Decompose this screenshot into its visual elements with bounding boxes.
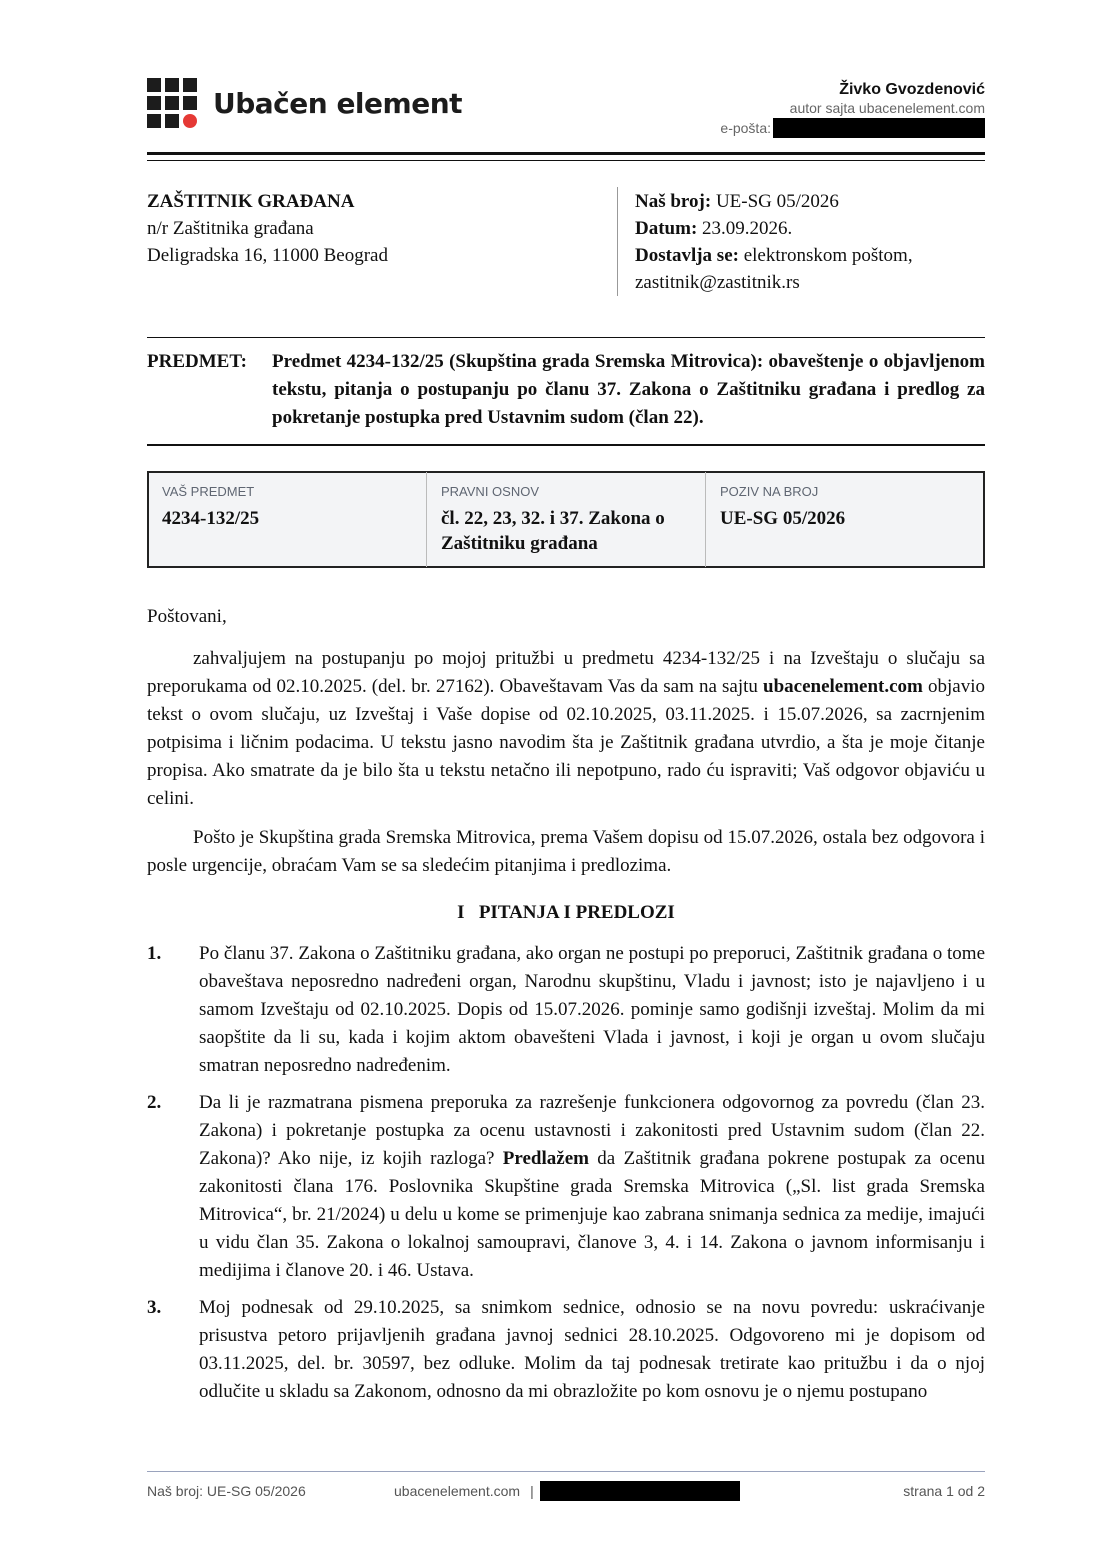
info-box-value: čl. 22, 23, 32. i 37. Zakona o Zaštitniku građana — [441, 508, 665, 554]
paragraph-1-a: zahvaljujem na postupanju po mojoj pritužbi u predmetu 4234-132/25 i na Izveštaju o slučaju sa preporukama od 02.10.2025. (del. br. 27162). Obaveštavam Vas da sam na sajtu — [147, 648, 985, 697]
list-item — [147, 1089, 985, 1285]
addressee-org: ZAŠTITNIK GRAĐANA — [147, 191, 355, 212]
info-boxes — [147, 471, 985, 568]
author-block — [720, 80, 985, 138]
meta-date-value: 23.09.2026. — [702, 218, 793, 239]
footer-separator: | — [530, 1483, 534, 1499]
info-box-label: VAŠ PREDMET — [162, 484, 255, 499]
addressee-address: Deligradska 16, 11000 Beograd — [147, 245, 388, 266]
meta-ref-value: UE-SG 05/2026 — [715, 191, 839, 212]
item-2-b: da Zaštitnik građana pokrene postupak za ocenu zakonitosti člana 176. Poslovnika Skupštine grada Sremska Mitrovica („Sl. list grada Sremska Mitrovica“, br. 21/2024) u delu u kome se primenjuje kao zabrana snimanja sednica za medije, imajući u vidu član 35. Zakona o lokalnoj samoupravi, članove 3, 4. i 14. Zakona o javnom informisanju i medijima i članove 20. i 46. Ustava. — [199, 1148, 985, 1281]
section-title: I PITANJA I PREDLOZI — [457, 902, 675, 923]
info-box-legal-basis — [427, 472, 706, 567]
subject-text: Predmet 4234-132/25 (Skupština grada Sremska Mitrovica): obaveštenje o objavljenom tekstu, pitanja o postupanju po članu 37. Zakona o Zaštitniku građana i predlog za pokretanje postupka pred Ustavnim sudom (član 22). — [272, 351, 985, 428]
meta-delivery-value: elektronskom poštom, — [743, 245, 913, 266]
item-text: Po članu 37. Zakona o Zaštitniku građana, ako organ ne postupi po preporuci, Zaštitnik građana o tome obaveštava neposredno nadređeni organ, Narodnu skupštinu, Vladu i javnost; isto je najavljeno i u samom Izveštaju od 02.10.2025. Dopis od 15.07.2026. pominje samo godišnji izveštaj. Molim da mi saopštite da li su, kada i kojim aktom obavešteni Vlada i javnost, i koji je organ u ovom slučaju smatran neposredno nadređenim. — [199, 943, 985, 1076]
paragraph-1 — [147, 645, 985, 813]
paragraph-1-b: objavio tekst o ovom slučaju, uz Izveštaj i Vaše dopise od 02.10.2025, 03.11.2025. i 15.07.2026, sa zacrnjenim potpisima i ličnim podacima. U tekstu jasno navodim šta je Zaštitnik građana utvrdio, a šta je moje čitanje propisa. Ako smatrate da je bilo šta u tekstu netačno ili nepotpuno, rado ću ispraviti; Vaš odgovor objaviću u celini. — [147, 676, 985, 809]
item-2-a: Da li je razmatrana pismena preporuka za razrešenje funkcionera odgovornog za povredu (član 23. Zakona) i pokretanje postupka za ocenu ustavnosti i zakonitosti pred Ustavnim sudom (član 22. Zakona)? Ako nije, iz kojih razloga? — [199, 1092, 985, 1169]
site-link[interactable]: ubacenelement.com — [763, 676, 923, 697]
meta-delivery — [635, 242, 985, 269]
meta-divider — [617, 187, 618, 296]
info-box-value: 4234-132/25 — [162, 508, 260, 529]
logo-grid-icon — [147, 78, 197, 128]
list-item — [147, 940, 985, 1080]
footer-site[interactable]: ubacenelement.com — [394, 1483, 521, 1499]
redacted-email — [773, 118, 985, 138]
addressee-block — [147, 188, 388, 269]
item-number: 1. — [147, 943, 162, 964]
info-box-reference — [706, 472, 984, 567]
item-number: 3. — [147, 1297, 162, 1318]
info-box-label: POZIV NA BROJ — [720, 484, 819, 499]
info-box-label: PRAVNI OSNOV — [441, 484, 540, 499]
meta-ref — [635, 188, 985, 215]
paragraph-2: Pošto je Skupština grada Sremska Mitrovica, prema Vašem dopisu od 15.07.2026, ostala bez odgovora i posle urgencije, obraćam Vam se sa sledećim pitanjima i predlozima. — [147, 827, 985, 876]
author-email — [720, 118, 985, 138]
item-text: Moj podnesak od 29.10.2025, sa snimkom sednice, odnosio se na novu povredu: uskraćivanje prisustva petoro prijavljenih građana javnoj sednici 28.10.2025. Odgovoreno mi je dopisom od 03.11.2025, del. br. 30597, bez odluke. Molim da taj podnesak tretirate kao pritužbu i da o njoj odlučite u skladu sa Zakonom, odnosno da mi obrazložite po kom osnovu je o njemu postupano — [199, 1297, 985, 1402]
author-role: autor sajta ubacenelement.com — [789, 100, 985, 116]
footer-center — [394, 1480, 740, 1502]
info-box-case — [148, 472, 427, 567]
item-text — [199, 1089, 985, 1285]
brand-logo — [147, 78, 462, 128]
list-item — [147, 1294, 985, 1406]
meta-ref-label: Naš broj: — [635, 191, 712, 212]
footer-rule — [147, 1471, 985, 1472]
info-box-value: UE-SG 05/2026 — [720, 508, 846, 529]
header-rule-thin — [147, 160, 985, 161]
subject-rule-top — [147, 337, 985, 338]
header-rule-thick — [147, 152, 985, 155]
author-name: Živko Gvozdenović — [839, 81, 985, 98]
subject-rule-bottom — [147, 444, 985, 446]
footer-ref: Naš broj: UE-SG 05/2026 — [147, 1483, 306, 1499]
item-2-bold: Predlažem — [502, 1148, 589, 1169]
meta-date — [635, 215, 985, 242]
brand-name: Ubačen element — [213, 86, 463, 120]
meta-date-label: Datum: — [635, 218, 698, 239]
redacted-contact — [540, 1481, 740, 1501]
subject-label: PREDMET: — [147, 351, 247, 372]
item-number: 2. — [147, 1092, 162, 1113]
letter-body — [147, 603, 985, 1415]
meta-delivery-email: zastitnik@zastitnik.rs — [635, 272, 800, 293]
addressee-attn: n/r Zaštitnika građana — [147, 218, 314, 239]
meta-block — [635, 188, 985, 296]
subject-block — [147, 348, 985, 432]
email-label: e-pošta: — [720, 119, 771, 136]
meta-delivery-label: Dostavlja se: — [635, 245, 739, 266]
footer-page-number: strana 1 od 2 — [903, 1483, 985, 1499]
salutation: Poštovani, — [147, 606, 227, 627]
